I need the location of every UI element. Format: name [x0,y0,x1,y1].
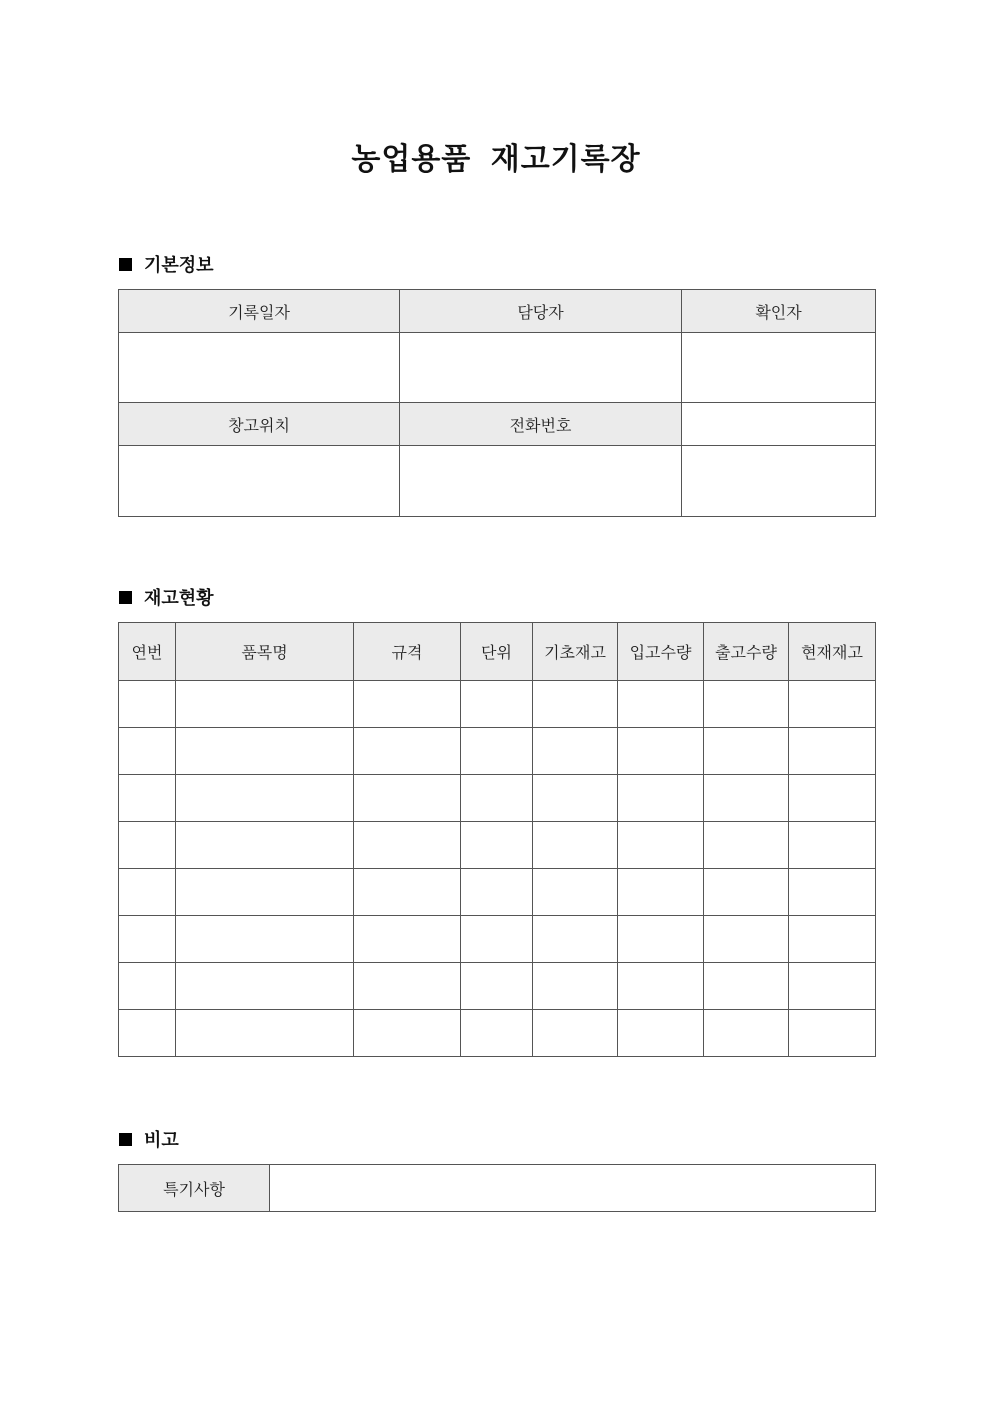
square-bullet-icon [119,591,132,604]
table-cell[interactable] [176,728,354,775]
table-cell[interactable] [354,1010,461,1057]
remarks-table [118,1164,876,1212]
column-header-unit: 단위 [461,623,533,681]
square-bullet-icon [119,1133,132,1146]
table-cell[interactable] [354,822,461,869]
table-cell[interactable] [119,869,176,916]
table-row [119,869,876,916]
table-cell[interactable] [533,1010,618,1057]
table-row [119,822,876,869]
table-cell[interactable] [533,963,618,1010]
section-heading-label: 재고현황 [144,588,214,609]
table-cell[interactable] [789,681,876,728]
table-cell[interactable] [533,775,618,822]
table-cell[interactable] [176,681,354,728]
stock-status-table [118,622,876,1057]
table-cell[interactable] [704,963,789,1010]
table-cell[interactable] [119,1010,176,1057]
table-cell[interactable] [704,775,789,822]
manager-field[interactable] [400,333,682,403]
phone-number-field[interactable] [400,446,682,517]
page-title: 농업용품 재고기록장 [351,142,641,177]
table-cell[interactable] [789,869,876,916]
table-cell[interactable] [461,1010,533,1057]
table-cell[interactable] [176,822,354,869]
section-heading-remarks [119,1127,179,1151]
table-cell[interactable] [461,822,533,869]
special-notes-field[interactable] [270,1165,876,1212]
table-cell[interactable] [789,916,876,963]
table-cell[interactable] [789,963,876,1010]
table-cell[interactable] [176,963,354,1010]
table-row [119,775,876,822]
table-row [119,1010,876,1057]
table-row [119,963,876,1010]
basic-info-table [118,289,876,517]
header-special-notes: 특기사항 [119,1165,270,1212]
column-header-no: 연번 [119,623,176,681]
table-cell[interactable] [461,916,533,963]
table-cell[interactable] [119,963,176,1010]
table-cell[interactable] [354,963,461,1010]
section-heading-label: 기본정보 [144,255,214,276]
table-cell[interactable] [704,1010,789,1057]
header-manager: 담당자 [400,290,682,333]
table-cell[interactable] [354,728,461,775]
table-row [119,728,876,775]
table-cell[interactable] [533,869,618,916]
table-cell[interactable] [618,869,704,916]
blank-field[interactable] [682,446,876,517]
table-cell[interactable] [176,775,354,822]
column-header-opening-stock: 기초재고 [533,623,618,681]
table-cell[interactable] [789,775,876,822]
table-row [119,916,876,963]
table-cell[interactable] [533,681,618,728]
table-cell[interactable] [618,728,704,775]
table-cell[interactable] [119,681,176,728]
table-cell[interactable] [119,916,176,963]
column-header-spec: 규격 [354,623,461,681]
table-cell[interactable] [176,1010,354,1057]
table-cell[interactable] [618,681,704,728]
table-cell[interactable] [533,822,618,869]
square-bullet-icon [119,258,132,271]
section-heading-label: 비고 [144,1130,179,1151]
header-record-date: 기록일자 [119,290,400,333]
column-header-item-name: 품목명 [176,623,354,681]
table-cell[interactable] [618,822,704,869]
table-cell[interactable] [789,1010,876,1057]
table-cell[interactable] [789,728,876,775]
table-cell[interactable] [704,681,789,728]
table-cell[interactable] [354,681,461,728]
table-cell[interactable] [533,916,618,963]
table-cell[interactable] [354,775,461,822]
column-header-received-qty: 입고수량 [618,623,704,681]
section-heading-stock-status [119,585,214,609]
header-warehouse-location: 창고위치 [119,403,400,446]
table-cell[interactable] [119,822,176,869]
table-row [119,681,876,728]
warehouse-location-field[interactable] [119,446,400,517]
table-cell[interactable] [618,963,704,1010]
table-cell[interactable] [461,963,533,1010]
table-cell[interactable] [461,728,533,775]
record-date-field[interactable] [119,333,400,403]
section-heading-basic-info [119,252,214,276]
blank-header-cell [682,403,876,446]
column-header-current-stock: 현재재고 [789,623,876,681]
table-cell[interactable] [176,869,354,916]
header-confirmer: 확인자 [682,290,876,333]
table-cell[interactable] [618,1010,704,1057]
table-cell[interactable] [704,869,789,916]
table-cell[interactable] [176,916,354,963]
table-cell[interactable] [789,822,876,869]
table-cell[interactable] [704,728,789,775]
table-cell[interactable] [533,728,618,775]
header-phone-number: 전화번호 [400,403,682,446]
table-cell[interactable] [618,775,704,822]
confirmer-field[interactable] [682,333,876,403]
table-cell[interactable] [461,681,533,728]
table-cell[interactable] [618,916,704,963]
table-cell[interactable] [461,869,533,916]
table-cell[interactable] [704,822,789,869]
table-cell[interactable] [119,728,176,775]
table-cell[interactable] [461,775,533,822]
column-header-issued-qty: 출고수량 [704,623,789,681]
table-cell[interactable] [704,916,789,963]
table-cell[interactable] [354,869,461,916]
table-cell[interactable] [119,775,176,822]
table-cell[interactable] [354,916,461,963]
